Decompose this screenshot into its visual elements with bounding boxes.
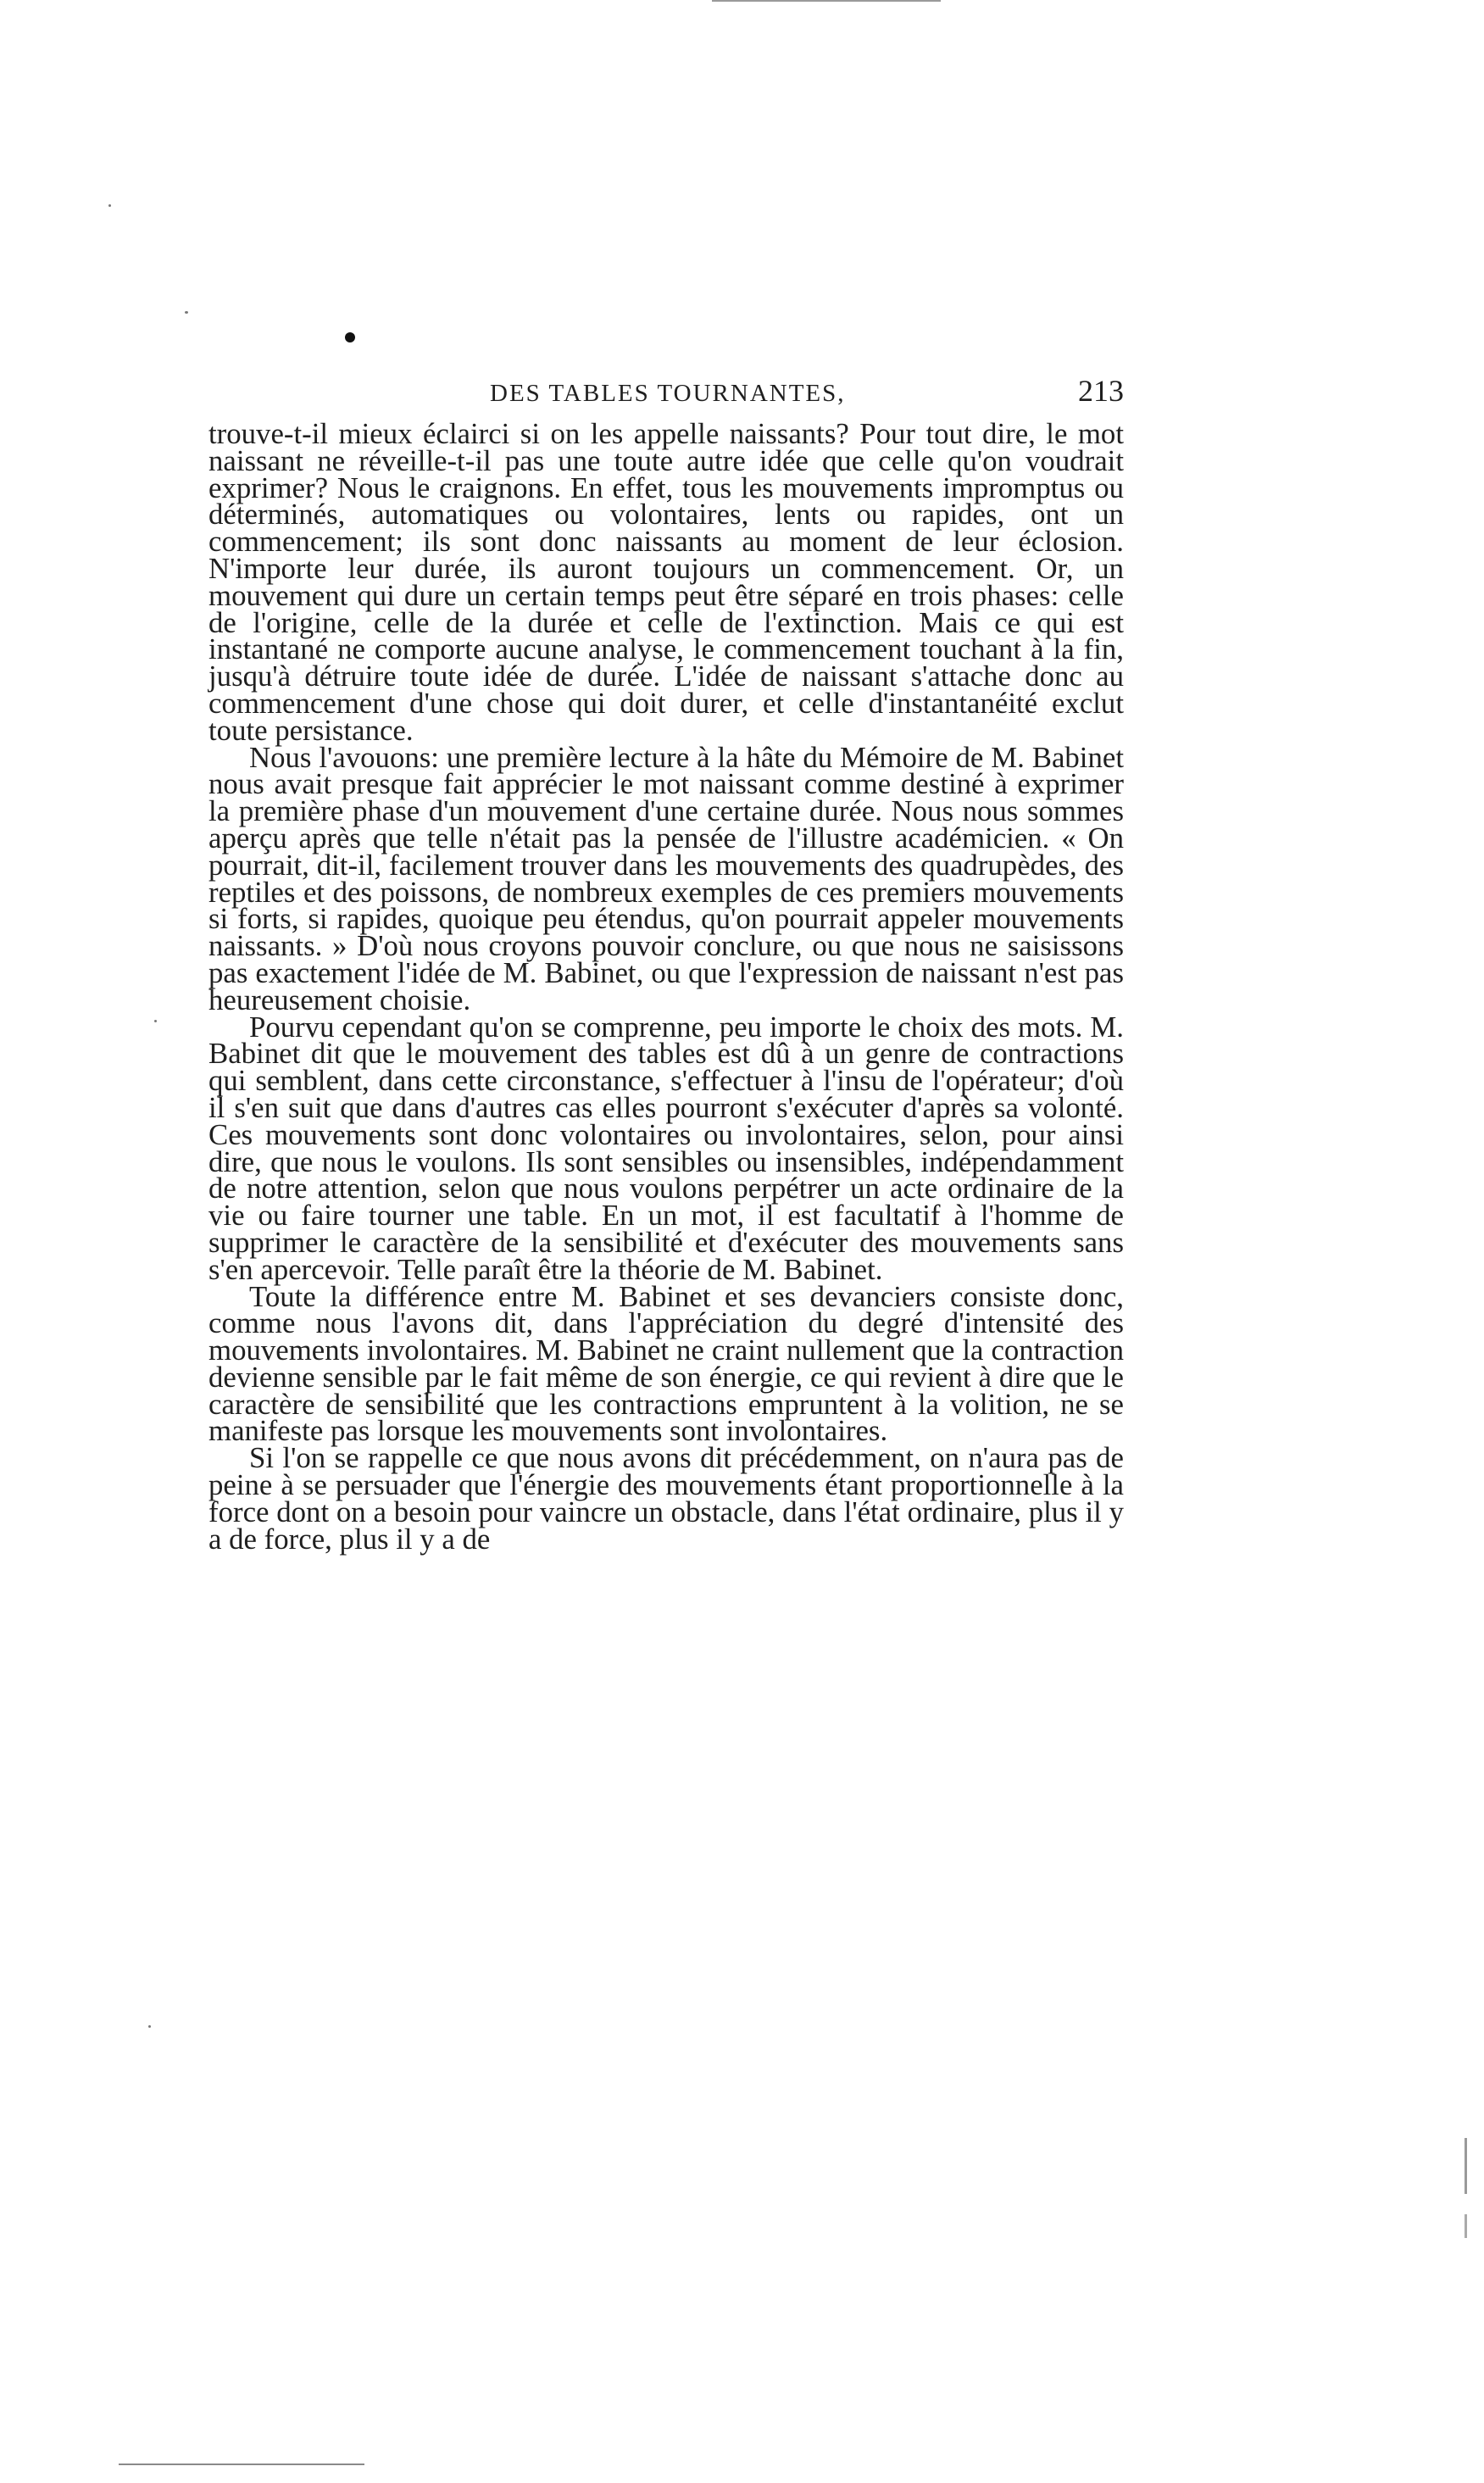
scan-edge-mark [1465,2138,1467,2194]
paper-speck [185,311,188,314]
paragraph: Nous l'avouons: une première lecture à la hâte du Mémoire de M. Babinet nous avait presque fait apprécier le mot naissant comme destiné à exprimer la première phase d'un mouvement d'une certaine durée. Nous nous sommes aperçu après que telle n'était pas la pensée de l'illustre académicien. « On pourrait, dit-il, facilement trouver dans les mouvements des quadrupèdes, des reptiles et des poissons, de nombreux exemples de ces premiers mouvements si forts, si rapides, quoique peu étendus, qu'on pourrait appeler mouvements naissants. » D'où nous croyons pouvoir conclure, ou que nous ne saisissons pas exactement l'idée de M. Babinet, ou que l'expression de naissant n'est pas heureusement choisie. [208,740,1124,1016]
running-title: DES TABLES TOURNANTES, [490,380,846,407]
paper-speck [148,2025,151,2028]
paragraph: Pourvu cependant qu'on se comprenne, peu importe le choix des mots. M. Babinet dit que le mouvement des tables est dû à un genre de contractions qui semblent, dans cette circonstance, s'effectuer à l'insu de l'opérateur; d'où il s'en suit que dans d'autres cas elles pourront s'exécuter d'après sa volonté. Ces mouvements sont donc volontaires ou involontaires, selon, pour ainsi dire, que nous le voulons. Ils sont sensibles ou insensibles, indépendamment de notre attention, selon que nous voulons perpétrer un acte ordinaire de la vie ou faire tourner une table. En un mot, il est facultatif à l'homme de supprimer le caractère de la sensibilité et d'exécuter des mouvements sans s'en apercevoir. Telle paraît être la théorie de M. Babinet. [208,1010,1124,1286]
top-edge-rule [712,0,941,2]
page-number: 213 [1078,374,1124,408]
running-head [208,373,1124,415]
scan-edge-mark [1465,2214,1467,2238]
paragraph: trouve-t-il mieux éclairci si on les appelle naissants? Pour tout dire, le mot naissant ne réveille-t-il pas une toute autre idée que celle qu'on voudrait exprimer? Nous le craignons. En effet, tous les mouvements impromptus ou déterminés, automatiques ou volontaires, lents ou rapides, ont un commencement; ils sont donc naissants au moment de leur éclosion. N'importe leur durée, ils auront toujours un commencement. Or, un mouvement qui dure un certain temps peut être séparé en trois phases: celle de l'origine, celle de la durée et celle de l'extinction. Mais ce qui est instantané ne comporte aucune analyse, le commencement touchant à la fin, jusqu'à détruire toute idée de durée. L'idée de naissant s'attache donc au commencement d'une chose qui doit durer, et celle d'instantanéité exclut toute persistance. [208,417,1124,747]
ink-dot-mark [345,332,355,342]
paper-speck [108,204,111,207]
paragraph: Toute la différence entre M. Babinet et ses devanciers consiste donc, comme nous l'avons dit, dans l'appréciation du degré d'intensité des mouvements involontaires. M. Babinet ne craint nullement que la contraction devienne sensible par le fait même de son énergie, ce qui revient à dire que le caractère de sensibilité que les contractions empruntent à la volition, ne se manifeste pas lorsque les mouvements sont involontaires. [208,1279,1124,1448]
page-text-block [208,373,1124,1556]
bottom-edge-rule [119,2464,364,2465]
paragraph: Si l'on se rappelle ce que nous avons dit précédemment, on n'aura pas de peine à se persuader que l'énergie des mouvements étant proportionnelle à la force dont on a besoin pour vaincre un obstacle, dans l'état ordinaire, plus il y a de force, plus il y a de [208,1441,1124,1556]
paper-speck [154,1020,157,1022]
